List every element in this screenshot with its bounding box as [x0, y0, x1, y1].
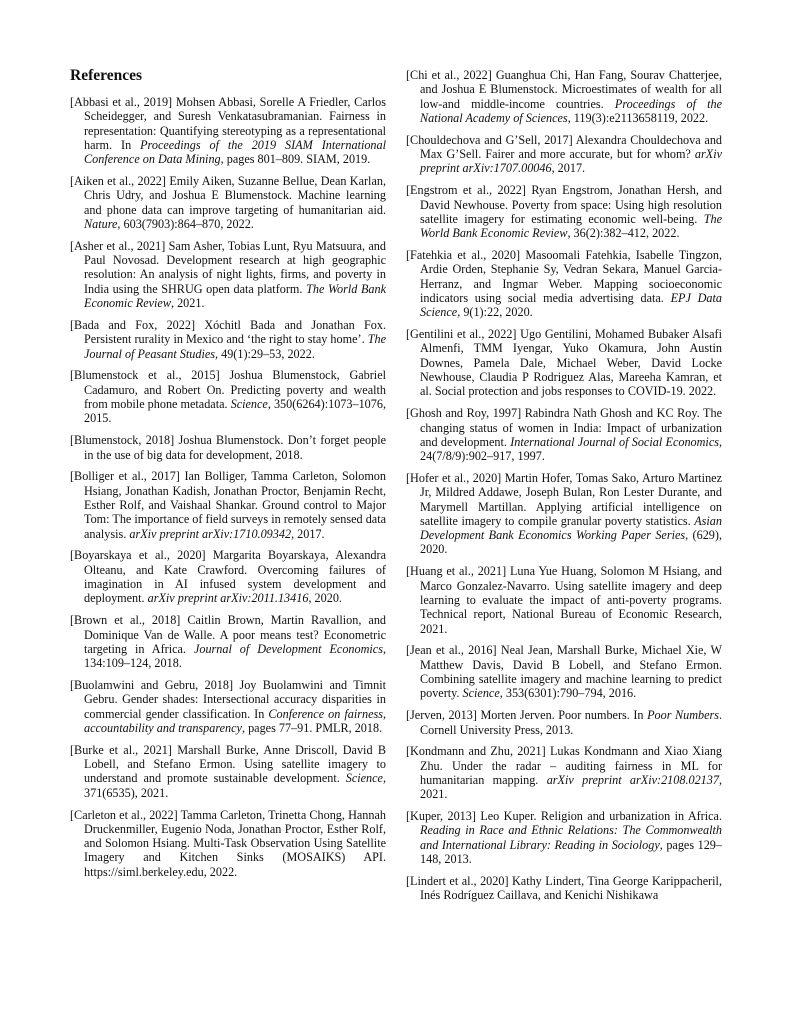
- reference-body: Joy Buolamwini and Timnit Gebru. Gender shades: Intersectional accuracy disparities in commercial gender classification.: [84, 678, 386, 721]
- reference-key: [Blumenstock et al., 2015]: [70, 368, 220, 383]
- reference-details: , pages 801–809. SIAM, 2019.: [220, 152, 371, 167]
- reference-entry: [406, 708, 722, 737]
- reference-entry: [406, 406, 722, 463]
- reference-key: [Abbasi et al., 2019]: [70, 95, 173, 109]
- reference-key: [Brown et al., 2018]: [70, 613, 181, 628]
- reference-entry: [70, 433, 386, 462]
- reference-key: [Chouldechova and G’Sell, 2017]: [406, 132, 573, 147]
- reference-venue: In Conference on fairness, accountability and transparency: [84, 706, 387, 735]
- reference-body: Sam Asher, Tobias Lunt, Ryu Matsuura, and Paul Novosad. Development research at high geographic resolution: An analysis of night lights, firms, and poverty in India using the SHRUG open data platform.: [84, 238, 386, 296]
- reference-entry: [70, 368, 386, 425]
- reference-entry: [406, 471, 722, 557]
- reference-key: [Aiken et al., 2022]: [70, 174, 166, 189]
- reference-key: [Bada and Fox, 2022]: [70, 317, 196, 332]
- reference-venue: In Proceedings of the 2019 SIAM International Conference on Data Mining: [84, 137, 387, 167]
- reference-key: [Engstrom et al., 2022]: [406, 183, 526, 198]
- reference-body: Lukas Kondmann and Xiao Xiang Zhu. Under the radar – auditing fairness in ML for humanitarian mapping.: [420, 744, 723, 787]
- reference-body: Margarita Boyarskaya, Alexandra Olteanu, and Kate Crawford. Overcoming failures of imagination in AI infused system development and deployment.: [84, 548, 386, 606]
- reference-venue: Science: [345, 771, 383, 786]
- reference-venue: Science: [230, 397, 268, 412]
- reference-details: , pages 77–91. PMLR, 2018.: [241, 720, 383, 735]
- reference-key: [Gentilini et al., 2022]: [406, 327, 517, 342]
- reference-entry: [70, 743, 386, 800]
- reference-details: , 36(2):382–412, 2022.: [567, 226, 680, 241]
- reference-body: Martin Hofer, Tomas Sako, Arturo Martinez Jr, Mildred Addawe, Joseph Bulan, Ron Lester Durante, and Marymell Martillan. Applying artificial intelligence on satellite imagery to compile granular poverty statistics.: [420, 470, 722, 528]
- reference-key: [Jean et al., 2016]: [406, 643, 497, 658]
- reference-venue: arXiv preprint arXiv:2108.02137: [546, 773, 719, 787]
- reference-body: Joshua Blumenstock. Don’t forget people in the use of big data for development, 2018.: [84, 433, 387, 462]
- reference-body: Joshua Blumenstock, Gabriel Cadamuro, and Robert On. Predicting poverty and wealth from mobile phone metadata.: [84, 368, 386, 412]
- reference-details: , 9(1):22, 2020.: [457, 305, 533, 320]
- reference-body: Neal Jean, Marshall Burke, Michael Xie, W Matthew Davis, David B Lobell, and Stefano Ermon. Combining satellite imagery and machine learning to predict poverty.: [420, 643, 722, 701]
- reference-details: , 134:109–124, 2018.: [84, 641, 386, 671]
- reference-details: , 603(7903):864–870, 2022.: [117, 216, 254, 231]
- reference-venue: arXiv preprint arXiv:1707.00046: [420, 147, 722, 176]
- reference-body: Marshall Burke, Anne Driscoll, David B Lobell, and Stefano Ermon. Using satellite imagery to understand and promote sustainable development.: [84, 742, 386, 786]
- left-reference-list: [70, 95, 386, 879]
- reference-key: [Kondmann and Zhu, 2021]: [406, 744, 546, 759]
- reference-body: Alexandra Chouldechova and Max G’Sell. Fairer and more accurate, but for whom?: [420, 132, 723, 162]
- reference-venue: The World Bank Economic Review: [84, 281, 387, 311]
- reference-key: [Lindert et al., 2020]: [406, 873, 509, 888]
- reference-entry: [406, 133, 722, 176]
- reference-entry: [70, 174, 386, 231]
- reference-key: [Bolliger et al., 2017]: [70, 469, 180, 484]
- reference-body: Guanghua Chi, Han Fang, Sourav Chatterjee, and Joshua E Blumenstock. Microestimates of wealth for all low-and middle-income countries.: [420, 68, 722, 111]
- reference-entry: [70, 808, 386, 879]
- references-heading: References: [70, 67, 143, 84]
- reference-body: Emily Aiken, Suzanne Bellue, Dean Karlan, Chris Udry, and Joshua E Blumenstock. Machine learning and phone data can improve targeting of humanitarian aid.: [84, 174, 386, 217]
- reference-details: , 371(6535), 2021.: [84, 771, 386, 800]
- reference-body: Luna Yue Huang, Solomon M Hsiang, and Marco Gonzalez-Navarro. Using satellite imagery and deep learning to evaluate the impact of anti-poverty programs. Technical report, National Bureau of Economic Research, 2021.: [420, 564, 723, 636]
- reference-entry: [406, 183, 722, 240]
- reference-venue: Journal of Development Economics: [193, 641, 383, 656]
- reference-venue: In Poor Numbers: [633, 708, 719, 723]
- reference-entry: [70, 548, 386, 605]
- reference-key: [Jerven, 2013]: [406, 708, 477, 723]
- reference-body: Ryan Engstrom, Jonathan Hersh, and David Newhouse. Poverty from space: Using high resolution satellite imagery for estimating economic well-being.: [420, 183, 723, 226]
- reference-entry: [406, 744, 722, 801]
- left-column: [70, 66, 386, 887]
- reference-body: Rabindra Nath Ghosh and KC Roy. The changing status of women in India: Impact of urbanization and development.: [420, 406, 723, 449]
- reference-body: Morten Jerven. Poor numbers.: [480, 708, 630, 723]
- reference-body: Tamma Carleton, Trinetta Chong, Hannah Druckenmiller, Eugenio Noda, Jonathan Proctor, Esther Rolf, and Solomon Hsiang. Multi-Task Observation Using Satellite Imagery and Kitchen Sinks (MOSAIKS) API. https://siml.berkeley.edu, 2022.: [84, 807, 387, 879]
- reference-body: Ian Bolliger, Tamma Carleton, Solomon Hsiang, Jonathan Kadish, Jonathan Proctor, Benjamin Recht, Esther Rolf, and Vaishaal Shankar. Ground control to Major Tom: The importance of field surveys in remotely sensed data analysis.: [84, 469, 386, 541]
- reference-key: [Huang et al., 2021]: [406, 564, 507, 579]
- reference-venue: EPJ Data Science: [420, 290, 722, 320]
- reference-entry: [406, 874, 722, 903]
- reference-venue: The Journal of Peasant Studies: [84, 332, 386, 361]
- reference-key: [Buolamwini and Gebru, 2018]: [70, 678, 234, 693]
- reference-key: [Ghosh and Roy, 1997]: [406, 406, 522, 421]
- reference-body: Mohsen Abbasi, Sorelle A Friedler, Carlos Scheidegger, and Suresh Venkatasubramanian. Fairness in representation: Quantifying stereotyping as a representational harm.: [84, 95, 386, 152]
- right-reference-list: [406, 68, 722, 903]
- reference-details: , (629), 2020.: [420, 528, 722, 557]
- reference-venue: Asian Development Bank Economics Working Paper Series: [420, 513, 722, 543]
- reference-entry: [406, 327, 722, 398]
- reference-details: , 2021.: [420, 773, 723, 802]
- reference-entry: [70, 469, 386, 540]
- reference-details: . Cornell University Press, 2013.: [420, 708, 723, 737]
- reference-entry: [70, 318, 386, 361]
- reference-body: Ugo Gentilini, Mohamed Bubaker Alsafi Almenfi, TMM Iyengar, Yuko Okamura, John Austin Downes, Pamela Dale, Michael Weber, David Locke Newhouse, Claudia P Rodriguez Alas, Mareeha Kamran, et al. Social protection and jobs responses to COVID-19. 2022.: [420, 327, 723, 399]
- reference-key: [Burke et al., 2021]: [70, 742, 172, 757]
- reference-details: , 353(6301):790–794, 2016.: [499, 686, 637, 701]
- reference-venue: The World Bank Economic Review: [420, 211, 723, 241]
- reference-venue: Nature: [84, 216, 118, 231]
- reference-body: Leo Kuper. Religion and urbanization in Africa.: [480, 809, 722, 824]
- reference-key: [Kuper, 2013]: [406, 809, 476, 824]
- reference-key: [Blumenstock, 2018]: [70, 433, 175, 448]
- reference-details: , 2020.: [308, 591, 342, 606]
- reference-venue: arXiv preprint arXiv:1710.09342: [129, 526, 292, 541]
- reference-key: [Hofer et al., 2020]: [406, 470, 502, 485]
- reference-details: , 2021.: [170, 296, 205, 311]
- reference-details: , 350(6264):1073–1076, 2015.: [84, 397, 386, 426]
- reference-details: , 24(7/8/9):902–917, 1997.: [420, 434, 723, 464]
- reference-venue: Reading in Race and Ethnic Relations: The Commonwealth and International Library: Reading in Sociology: [420, 823, 722, 852]
- reference-body: Kathy Lindert, Tina George Karippacheril, Inés Rodríguez Caillava, and Kenichi Nishikawa: [420, 873, 722, 903]
- reference-details: , 49(1):29–53, 2022.: [215, 346, 315, 361]
- reference-entry: [406, 809, 722, 866]
- reference-details: , 2017.: [551, 161, 586, 176]
- reference-key: [Carleton et al., 2022]: [70, 807, 178, 822]
- reference-key: [Chi et al., 2022]: [406, 68, 492, 82]
- reference-venue: International Journal of Social Economics: [510, 434, 719, 449]
- reference-body: Xóchitl Bada and Jonathan Fox. Persistent rurality in Mexico and ‘the right to stay home’.: [84, 317, 386, 347]
- reference-entry: [70, 95, 386, 166]
- reference-details: , 119(3):e2113658119, 2022.: [567, 110, 709, 125]
- reference-venue: Science: [462, 686, 500, 701]
- reference-venue: arXiv preprint arXiv:2011.13416: [147, 591, 309, 606]
- reference-entry: [70, 678, 386, 735]
- reference-entry: [406, 68, 722, 125]
- reference-key: [Boyarskaya et al., 2020]: [70, 548, 206, 563]
- reference-entry: [406, 248, 722, 319]
- reference-entry: [406, 564, 722, 635]
- reference-details: , pages 129–148, 2013.: [420, 837, 722, 867]
- right-column: [406, 68, 722, 910]
- reference-body: Caitlin Brown, Martin Ravallion, and Dominique Van de Walle. A poor means test? Econometric targeting in Africa.: [84, 613, 387, 656]
- reference-key: [Fatehkia et al., 2020]: [406, 248, 521, 263]
- reference-entry: [70, 239, 386, 310]
- reference-entry: [70, 613, 386, 670]
- reference-venue: Proceedings of the National Academy of Sciences: [420, 96, 723, 125]
- reference-details: , 2017.: [291, 526, 325, 541]
- reference-key: [Asher et al., 2021]: [70, 238, 166, 253]
- reference-body: Masoomali Fatehkia, Isabelle Tingzon, Ardie Orden, Stephanie Sy, Vedran Sekara, Manuel Garcia-Herranz, and Ingmar Weber. Mapping socioeconomic indicators using social media advertising data.: [420, 248, 722, 305]
- reference-entry: [406, 643, 722, 700]
